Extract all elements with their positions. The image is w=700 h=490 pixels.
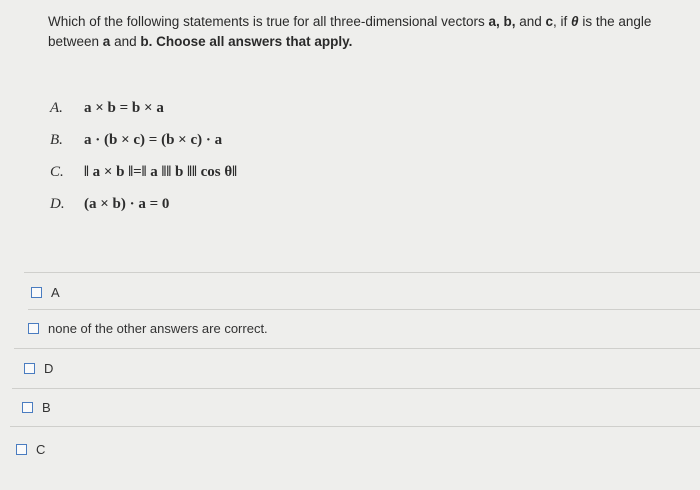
statement-expression: a × b = b × a: [84, 99, 164, 116]
statement-b: [50, 124, 237, 156]
answer-label: C: [36, 442, 46, 457]
answer-label: none of the other answers are correct.: [48, 321, 268, 336]
question-part: and: [515, 14, 546, 29]
question-text: [48, 12, 688, 52]
divider: [10, 426, 700, 427]
checkbox[interactable]: [31, 287, 42, 298]
answer-choice-none[interactable]: [28, 321, 268, 336]
answer-choice-a[interactable]: [31, 285, 60, 300]
question-vector-b: b: [140, 34, 149, 49]
statement-letter: A.: [50, 99, 63, 116]
question-vector-c: c: [545, 14, 554, 29]
answer-label: D: [44, 361, 54, 376]
answer-label: A: [51, 285, 60, 300]
question-vector-a: a: [102, 34, 111, 49]
divider: [28, 309, 700, 310]
statement-expression: (a × b) · a = 0: [84, 195, 170, 212]
question-part: and: [110, 34, 141, 49]
statement-a: [50, 92, 237, 124]
checkbox[interactable]: [16, 444, 27, 455]
statement-d: [50, 188, 237, 220]
answer-choice-c[interactable]: [16, 442, 45, 457]
divider: [14, 348, 700, 349]
statement-letter: B.: [50, 131, 63, 148]
divider: [12, 388, 700, 389]
answer-choice-b[interactable]: [22, 400, 51, 415]
statement-list: [50, 92, 237, 220]
question-instruction: . Choose all answers that apply.: [148, 34, 353, 49]
question-theta: θ: [571, 14, 579, 29]
answer-label: B: [42, 400, 51, 415]
statement-expression: ‖ a × b ‖=‖ a ‖‖ b ‖‖ cos θ‖: [84, 163, 238, 180]
answer-choice-d[interactable]: [24, 361, 53, 376]
statement-c: [50, 156, 237, 188]
checkbox[interactable]: [24, 363, 35, 374]
statement-expression: a · (b × c) = (b × c) · a: [84, 131, 223, 148]
question-vectors: a, b,: [488, 14, 516, 29]
divider: [24, 272, 700, 273]
question-part: Which of the following statements is true for all three-dimensional vectors: [48, 14, 489, 29]
question-part: is the angle between: [48, 14, 652, 49]
question-part: , if: [553, 14, 572, 29]
checkbox[interactable]: [22, 402, 33, 413]
statement-letter: C.: [50, 163, 64, 180]
checkbox[interactable]: [28, 323, 39, 334]
statement-letter: D.: [50, 195, 65, 212]
